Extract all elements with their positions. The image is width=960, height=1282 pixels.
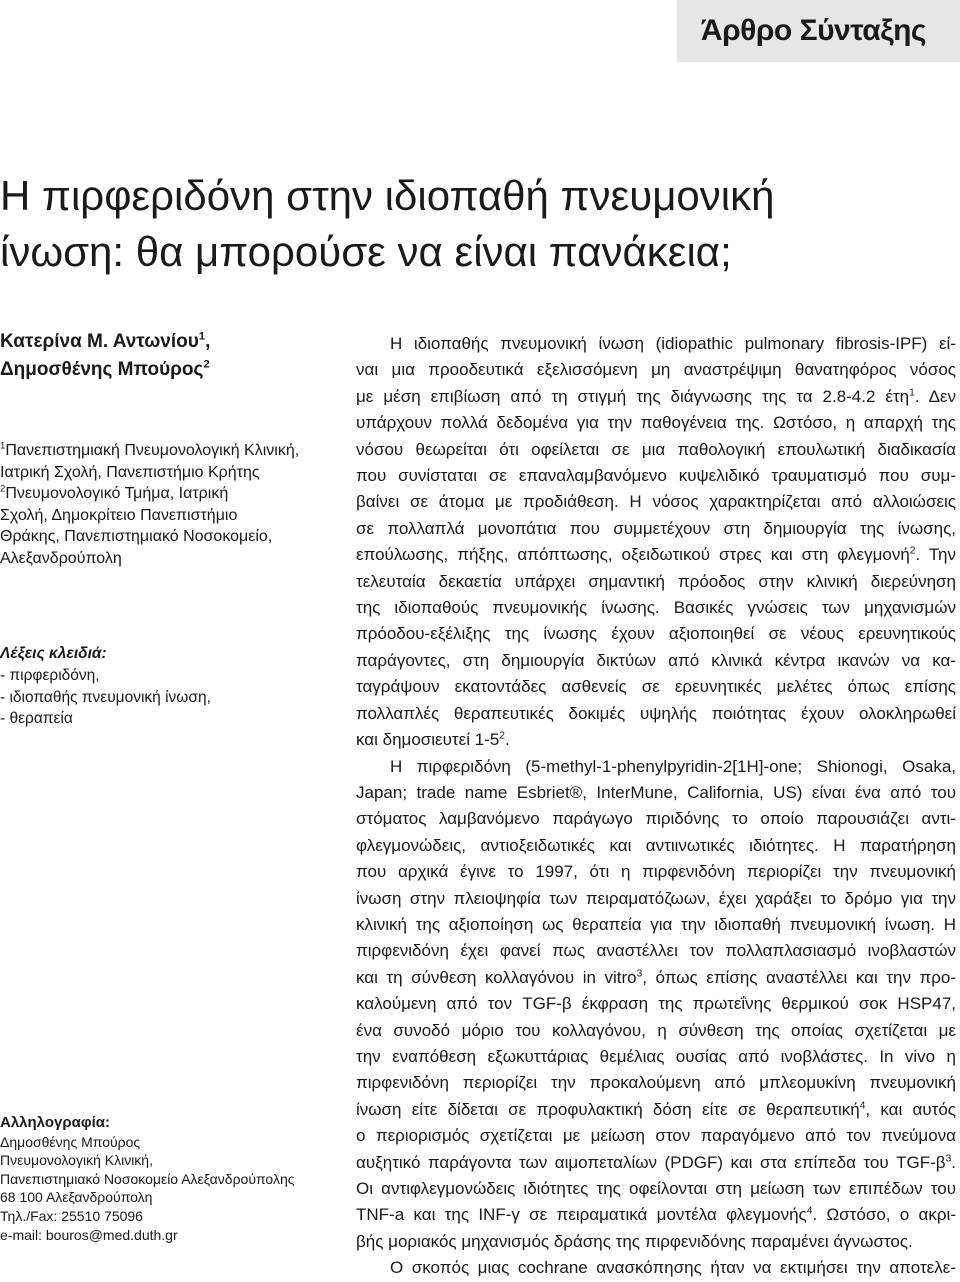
keyword-item: - θεραπεία: [0, 710, 73, 728]
body-line-text: ίνωση είτε δίδεται σε προφυλακτική δόση είτε σε θεραπευτική: [356, 1099, 860, 1119]
article-title-line: Η πιρφεριδόνη στην ιδιοπαθή πνευμονική: [0, 172, 775, 219]
author: [0, 328, 310, 356]
body-line-text: . Την: [915, 545, 957, 565]
body-line: [356, 833, 956, 859]
affiliation-text: Αλεξανδρούπολη: [0, 549, 122, 567]
body-line: [356, 938, 956, 964]
body-line: [356, 1123, 956, 1149]
affiliation-line: [0, 526, 320, 548]
body-line-text: βαίνει σε άτομα με προδιάθεση. Η νόσος χαρακτηρίζεται από αλλοιώσεις: [356, 492, 956, 512]
affiliation-line: [0, 505, 320, 527]
keyword-item: - ιδιοπαθής πνευμονική ίνωση,: [0, 688, 211, 706]
body-line: [356, 727, 956, 753]
author-list: [0, 328, 310, 384]
body-line: [356, 965, 956, 991]
correspondence-line: Τηλ./Fax: 25510 75096: [0, 1207, 143, 1224]
affiliation-line: [0, 440, 320, 462]
body-line: [356, 859, 956, 885]
body-line: [356, 489, 956, 515]
correspondence-line: Πνευμονολογική Κλινική,: [0, 1152, 153, 1169]
body-line: [356, 674, 956, 700]
body-line: [356, 1018, 956, 1044]
body-line-text: , και αυτός: [865, 1099, 956, 1119]
body-line-text: ένα συνοδό μόριο του κολλαγόνου, η σύνθεση της οποίας σχετίζεται με: [356, 1020, 956, 1040]
body-line-text: . Δεν: [914, 386, 957, 406]
body-line-text: ο περιορισμός σχετίζεται με μείωση στον παραγόμενο από τον πνεύμονα: [356, 1126, 956, 1146]
body-line: [356, 991, 956, 1017]
affiliation-text: Θράκης, Πανεπιστημιακό Νοσοκομείο,: [0, 528, 273, 546]
body-line-text: φλεγμονώδεις, αντιοξειδωτικές και αντιινωτικές ιδιότητες. Η παρατήρηση: [356, 835, 956, 855]
article-body: [356, 331, 956, 1282]
body-line: [356, 1229, 956, 1255]
affiliation-sup: 2: [0, 483, 6, 495]
article-title-line: ίνωση: θα μπορούσε να είναι πανάκεια;: [0, 228, 732, 275]
body-line-text: .: [951, 1152, 956, 1172]
body-line: [356, 331, 956, 357]
article-title: [0, 168, 960, 280]
body-line: [356, 1255, 956, 1281]
body-line-text: με μέση επιβίωση από τη στιγμή της διάγνωσης της τα 2.8-4.2 έτη: [356, 386, 910, 406]
body-line-text: νόσου θεωρείται ότι οφείλεται σε μια παθολογική επουλωτική διαδικασία: [356, 439, 956, 459]
affiliation-line: [0, 483, 320, 505]
affiliations: [0, 440, 320, 570]
reference-sup: 3: [636, 968, 643, 980]
author-sup: 2: [203, 358, 210, 371]
reference-sup: 2: [909, 545, 916, 557]
body-line: [356, 542, 956, 568]
affiliation-line: [0, 462, 320, 484]
body-line: [356, 806, 956, 832]
keywords-heading: Λέξεις κλειδιά:: [0, 645, 107, 662]
body-line: [356, 1176, 956, 1202]
body-line: [356, 1097, 956, 1123]
reference-sup: 1: [909, 387, 915, 399]
body-line-text: υπάρχουν πολλά δεδομένα για την παθογένεια της. Ωστόσο, η απαρχή της: [356, 413, 956, 433]
body-line-text: καλούμενη από τον TGF-β έκφραση της πρωτεΐνης θερμικού σοκ HSP47,: [356, 994, 956, 1014]
body-line: [356, 701, 956, 727]
section-tag: Άρθρο Σύνταξης: [700, 14, 926, 47]
body-line-text: ίνωση στην πλειοψηφία των πειραματόζωων, έχει χαράξει το δρόμο για την: [356, 888, 956, 908]
body-line: [356, 648, 956, 674]
body-line: [356, 516, 956, 542]
body-line: [356, 569, 956, 595]
body-line: [356, 621, 956, 647]
body-line-text: τελευταία δεκαετία υπάρχει σημαντική πρόοδος στην κλινική διερεύνηση: [356, 571, 956, 591]
body-line: [356, 357, 956, 383]
body-line-text: και δημοσιευτεί 1-5: [356, 730, 500, 750]
body-line-text: ταγράψουν εκατοντάδες ασθενείς σε ερευνητικές μελέτες όπως επίσης: [356, 677, 956, 697]
author-name: Δημοσθένης Μπούρος: [0, 359, 204, 380]
author-suffix: ,: [205, 331, 211, 352]
body-line-text: πολλαπλές θεραπευτικές δοκιμές υψηλής ποιότητας έχουν ολοκληρωθεί: [356, 703, 956, 723]
body-line-text: Ο σκοπός μιας cochrane ανασκόπησης ήταν να εκτιμήσει την αποτελε-: [390, 1258, 956, 1278]
body-line-text: Η πιρφεριδόνη (5-methyl-1-phenylpyridin-2[1H]-one; Shionogi, Osaka,: [390, 756, 956, 776]
correspondence-line: Δημοσθένης Μπούρος: [0, 1133, 141, 1150]
body-line-text: .: [504, 730, 510, 750]
body-line: [356, 1044, 956, 1070]
body-line-text: της ιδιοπαθούς πνευμονικής ίνωσης. Βασικές γνώσεις των μηχανισμών: [356, 598, 956, 618]
body-line: [356, 595, 956, 621]
reference-sup: 3: [945, 1152, 952, 1164]
correspondence-email: e-mail: bouros@med.duth.gr: [0, 1226, 178, 1243]
body-line-text: επούλωσης, πήξης, απόπτωσης, οξειδωτικού στρες και στη φλεγμονή: [356, 545, 910, 565]
affiliation-text: Πνευμονολογικό Τμήμα, Ιατρική: [5, 485, 229, 503]
correspondence-line: Πανεπιστημιακό Νοσοκομείο Αλεξανδρούπολης: [0, 1170, 295, 1187]
keyword-item: - πιρφεριδόνη,: [0, 666, 100, 684]
body-line: [356, 463, 956, 489]
correspondence-heading: Αλληλογραφία:: [0, 1114, 110, 1131]
body-line: [356, 1150, 956, 1176]
body-line-text: που αρχικά έγινε το 1997, ότι η πιρφενιδόνη περιορίζει την πνευμονική: [356, 862, 956, 882]
correspondence-line: 68 100 Αλεξανδρούπολη: [0, 1189, 153, 1206]
affiliation-text: Ιατρική Σχολή, Πανεπιστήμιο Κρήτης: [0, 463, 260, 481]
body-line-text: σε πολλαπλά μονοπάτια που συμμετέχουν στη δημιουργία της ίνωσης,: [356, 518, 956, 538]
section-tag-box: [677, 0, 960, 62]
body-line-text: Japan; trade name Esbriet®, InterMune, California, US) είναι ένα από του: [356, 782, 956, 802]
reference-sup: 2: [499, 730, 505, 742]
body-line-text: στόματος λαμβανόμενο παράγωγο πιριδόνης το οποίο παρουσιάζει αντι-: [356, 809, 956, 829]
body-line: [356, 754, 956, 780]
author: [0, 356, 310, 384]
body-line-text: αυξητικό παράγοντα των αιμοπεταλίων (PDGF) και στα επίπεδα του TGF-β: [356, 1152, 946, 1172]
reference-sup: 4: [806, 1205, 813, 1217]
body-line-text: κλινική της αξιοποίηση ως θεραπεία για την ιδιοπαθή πνευμονική ίνωση. Η: [356, 914, 956, 934]
body-line: [356, 886, 956, 912]
affiliation-line: [0, 548, 320, 570]
body-line-text: την εναπόθεση εξωκυττάριας θεμέλιας ουσίας από ινοβλάστες. In vivo η: [356, 1046, 956, 1066]
body-line-text: ναι μια προοδευτικά εξελισσόμενη μη αναστρέψιμη θανατηφόρος νόσος: [356, 360, 956, 380]
author-name: Κατερίνα Μ. Αντωνίου: [0, 331, 199, 352]
body-line: [356, 780, 956, 806]
author-sup: 1: [198, 330, 206, 343]
body-line-text: πιρφενιδόνη περιορίζει την προκαλούμενη από μπλεομυκίνη πνευμονική: [356, 1073, 956, 1093]
affiliation-sup: 1: [0, 440, 6, 452]
body-line: [356, 912, 956, 938]
body-line: [356, 1070, 956, 1096]
body-line-text: . Ωστόσο, ο ακρι-: [812, 1205, 956, 1225]
body-line-text: Η ιδιοπαθής πνευμονική ίνωση (idiopathic pulmonary fibrosis-IPF) εί-: [390, 334, 956, 353]
body-line-text: πιρφενιδόνη έχει φανεί πως αναστέλλει τον πολλαπλασιασμό ινοβλαστών: [356, 941, 956, 961]
body-line: [356, 410, 956, 436]
body-line-text: πρόοδου-εξέλιξης της ίνωσης έχουν αξιοποιηθεί σε νέους ερευνητικούς: [356, 624, 956, 644]
affiliation-text: Πανεπιστημιακή Πνευμονολογική Κλινική,: [5, 442, 300, 459]
body-line-text: , όπως επίσης αναστέλλει και την προ-: [642, 967, 957, 987]
correspondence: [0, 1114, 330, 1244]
body-line: [356, 1202, 956, 1228]
left-column: [0, 328, 310, 384]
body-line-text: παράγοντες, στη δημιουργία δικτύων από κλινικά κέντρα ικανών να κα-: [356, 650, 956, 670]
affiliation-text: Σχολή, Δημοκρίτειο Πανεπιστήμιο: [0, 506, 238, 524]
keywords: [0, 643, 320, 730]
body-line: [356, 437, 956, 463]
body-line-text: Οι αντιφλεγμονώδεις ιδιότητες της οφείλονται στη μείωση των επιπέδων του: [356, 1179, 956, 1198]
body-line: [356, 384, 956, 410]
reference-sup: 4: [859, 1100, 866, 1112]
body-line-text: TNF-a και της INF-γ σε πειραματικά μοντέλα φλεγμονής: [356, 1205, 807, 1225]
body-line-text: και τη σύνθεση κολλαγόνου in vitro: [356, 967, 637, 987]
body-line-text: βής μοριακός μηχανισμός δράσης της πιρφενιδόνης παραμένει άγνωστος.: [356, 1231, 913, 1251]
body-line-text: που συνίσταται σε επαναλαμβανόμενο κυψελιδικό τραυματισμό που συμ-: [356, 466, 956, 486]
